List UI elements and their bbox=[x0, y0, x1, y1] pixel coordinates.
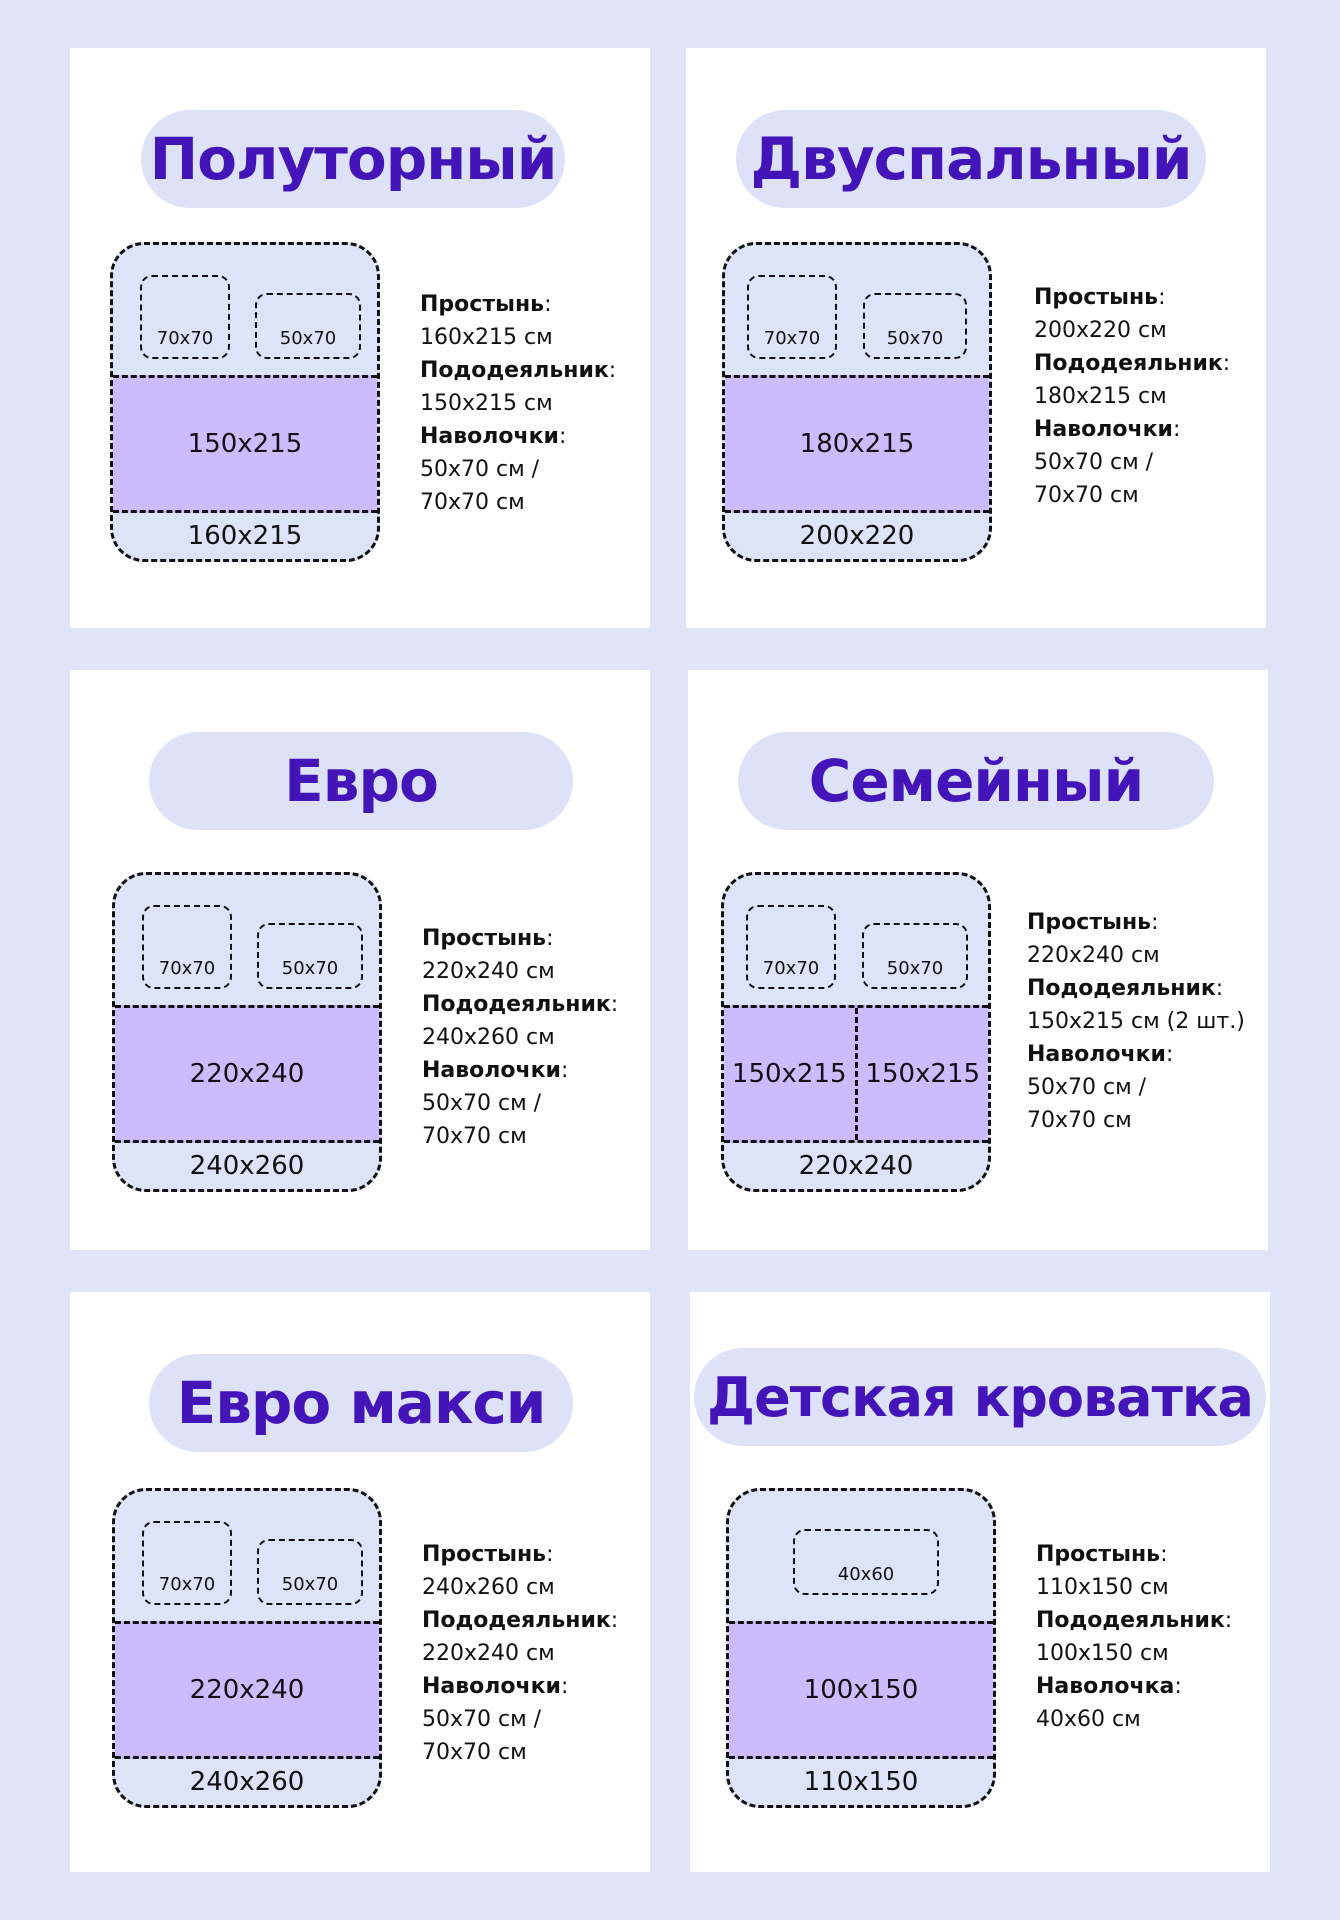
card-title: Полуторный bbox=[141, 110, 565, 208]
spec-key: Простынь bbox=[422, 926, 547, 951]
duvet bbox=[113, 375, 377, 513]
spec-key: Простынь bbox=[420, 292, 545, 317]
card-semeyny bbox=[688, 670, 1268, 1250]
spec-value: 40х60 см bbox=[1036, 1707, 1141, 1732]
duvet bbox=[115, 1005, 379, 1143]
pillow: 70х70 bbox=[142, 905, 232, 989]
spec-value: 240х260 см bbox=[422, 1025, 555, 1050]
bed-diagram bbox=[726, 1488, 996, 1808]
spec-list: Простынь: 240х260 см Пододеяльник: 220х240 см Наволочки: 50х70 см / 70х70 см bbox=[422, 1538, 662, 1769]
spec-list: Простынь: 110х150 см Пододеяльник: 100х150 см Наволочка: 40х60 см bbox=[1036, 1538, 1276, 1736]
duvet-label: 150х215 bbox=[731, 1059, 847, 1089]
spec-key: Простынь bbox=[1027, 910, 1152, 935]
bed-diagram bbox=[721, 872, 991, 1192]
duvet bbox=[115, 1621, 379, 1759]
spec-value: 50х70 см / bbox=[420, 457, 540, 482]
pillow: 50х70 bbox=[257, 1539, 363, 1605]
card-detskaya-krovatka bbox=[690, 1292, 1270, 1872]
spec-key: Пододеяльник bbox=[1027, 976, 1216, 1001]
spec-key: Простынь bbox=[422, 1542, 547, 1567]
card-title: Семейный bbox=[738, 732, 1214, 830]
spec-value: 220х240 см bbox=[422, 959, 555, 984]
bed-diagram bbox=[112, 1488, 382, 1808]
spec-value: 50х70 см / bbox=[422, 1091, 542, 1116]
spec-value: 70х70 см bbox=[422, 1124, 527, 1149]
spec-key: Простынь bbox=[1034, 285, 1159, 310]
sheet-label: 240х260 bbox=[189, 1767, 305, 1797]
spec-value: 150х215 см bbox=[420, 391, 553, 416]
duvet-label: 180х215 bbox=[799, 429, 915, 459]
pillow: 40х60 bbox=[793, 1529, 939, 1595]
spec-key: Наволочки bbox=[420, 424, 559, 449]
spec-value: 220х240 см bbox=[422, 1641, 555, 1666]
pillow: 50х70 bbox=[862, 923, 968, 989]
spec-key: Наволочки bbox=[1027, 1042, 1166, 1067]
spec-key: Наволочки bbox=[1034, 417, 1173, 442]
spec-value: 160х215 см bbox=[420, 325, 553, 350]
sheet-label: 200х220 bbox=[799, 521, 915, 551]
spec-value: 50х70 см / bbox=[1027, 1075, 1147, 1100]
duvet bbox=[729, 1621, 993, 1759]
spec-key: Пододеяльник bbox=[420, 358, 609, 383]
pillow: 70х70 bbox=[140, 275, 230, 359]
pillow: 50х70 bbox=[863, 293, 967, 359]
spec-key: Пододеяльник bbox=[422, 1608, 611, 1633]
spec-list: Простынь: 220х240 см Пододеяльник: 240х260 см Наволочки: 50х70 см / 70х70 см bbox=[422, 922, 662, 1153]
spec-value: 70х70 см bbox=[422, 1740, 527, 1765]
duvet bbox=[724, 1005, 988, 1143]
spec-value: 180х215 см bbox=[1034, 384, 1167, 409]
spec-value: 100х150 см bbox=[1036, 1641, 1169, 1666]
sheet-label: 220х240 bbox=[798, 1151, 914, 1181]
spec-value: 240х260 см bbox=[422, 1575, 555, 1600]
spec-key: Пододеяльник bbox=[1036, 1608, 1225, 1633]
sheet-label: 110х150 bbox=[803, 1767, 919, 1797]
spec-value: 150х215 см (2 шт.) bbox=[1027, 1009, 1245, 1034]
duvet-label: 150х215 bbox=[855, 1008, 989, 1140]
spec-value: 200х220 см bbox=[1034, 318, 1167, 343]
pillow: 50х70 bbox=[255, 293, 361, 359]
bed-diagram bbox=[112, 872, 382, 1192]
card-title: Детская кроватка bbox=[694, 1348, 1266, 1446]
spec-value: 50х70 см / bbox=[1034, 450, 1154, 475]
spec-key: Наволочка bbox=[1036, 1674, 1175, 1699]
spec-key: Наволочки bbox=[422, 1058, 561, 1083]
spec-key: Простынь bbox=[1036, 1542, 1161, 1567]
duvet-label: 100х150 bbox=[803, 1675, 919, 1705]
spec-list: Простынь: 160х215 см Пододеяльник: 150х215 см Наволочки: 50х70 см / 70х70 см bbox=[420, 288, 660, 519]
pillow: 70х70 bbox=[746, 905, 836, 989]
spec-key: Пододеяльник bbox=[1034, 351, 1223, 376]
card-title: Евро макси bbox=[149, 1354, 573, 1452]
duvet-label: 220х240 bbox=[189, 1059, 305, 1089]
sheet-label: 240х260 bbox=[189, 1151, 305, 1181]
card-evro bbox=[70, 670, 650, 1250]
duvet-label: 220х240 bbox=[189, 1675, 305, 1705]
spec-key: Наволочки bbox=[422, 1674, 561, 1699]
pillow: 70х70 bbox=[142, 1521, 232, 1605]
spec-value: 70х70 см bbox=[1027, 1108, 1132, 1133]
card-title: Евро bbox=[149, 732, 573, 830]
card-evro-maksi bbox=[70, 1292, 650, 1872]
duvet bbox=[725, 375, 989, 513]
bed-diagram bbox=[110, 242, 380, 562]
card-title: Двуспальный bbox=[736, 110, 1206, 208]
pillow: 50х70 bbox=[257, 923, 363, 989]
spec-value: 70х70 см bbox=[420, 490, 525, 515]
spec-value: 110х150 см bbox=[1036, 1575, 1169, 1600]
card-polutorny bbox=[70, 48, 650, 628]
duvet-label: 150х215 bbox=[187, 429, 303, 459]
spec-list: Простынь: 200х220 см Пододеяльник: 180х215 см Наволочки: 50х70 см / 70х70 см bbox=[1034, 281, 1274, 512]
spec-value: 220х240 см bbox=[1027, 943, 1160, 968]
spec-list: Простынь: 220х240 см Пододеяльник: 150х215 см (2 шт.) Наволочки: 50х70 см / 70х70 см bbox=[1027, 906, 1267, 1137]
card-dvuspalny bbox=[686, 48, 1266, 628]
bed-diagram bbox=[722, 242, 992, 562]
sheet-label: 160х215 bbox=[187, 521, 303, 551]
spec-value: 70х70 см bbox=[1034, 483, 1139, 508]
spec-key: Пододеяльник bbox=[422, 992, 611, 1017]
pillow: 70х70 bbox=[747, 275, 837, 359]
spec-value: 50х70 см / bbox=[422, 1707, 542, 1732]
